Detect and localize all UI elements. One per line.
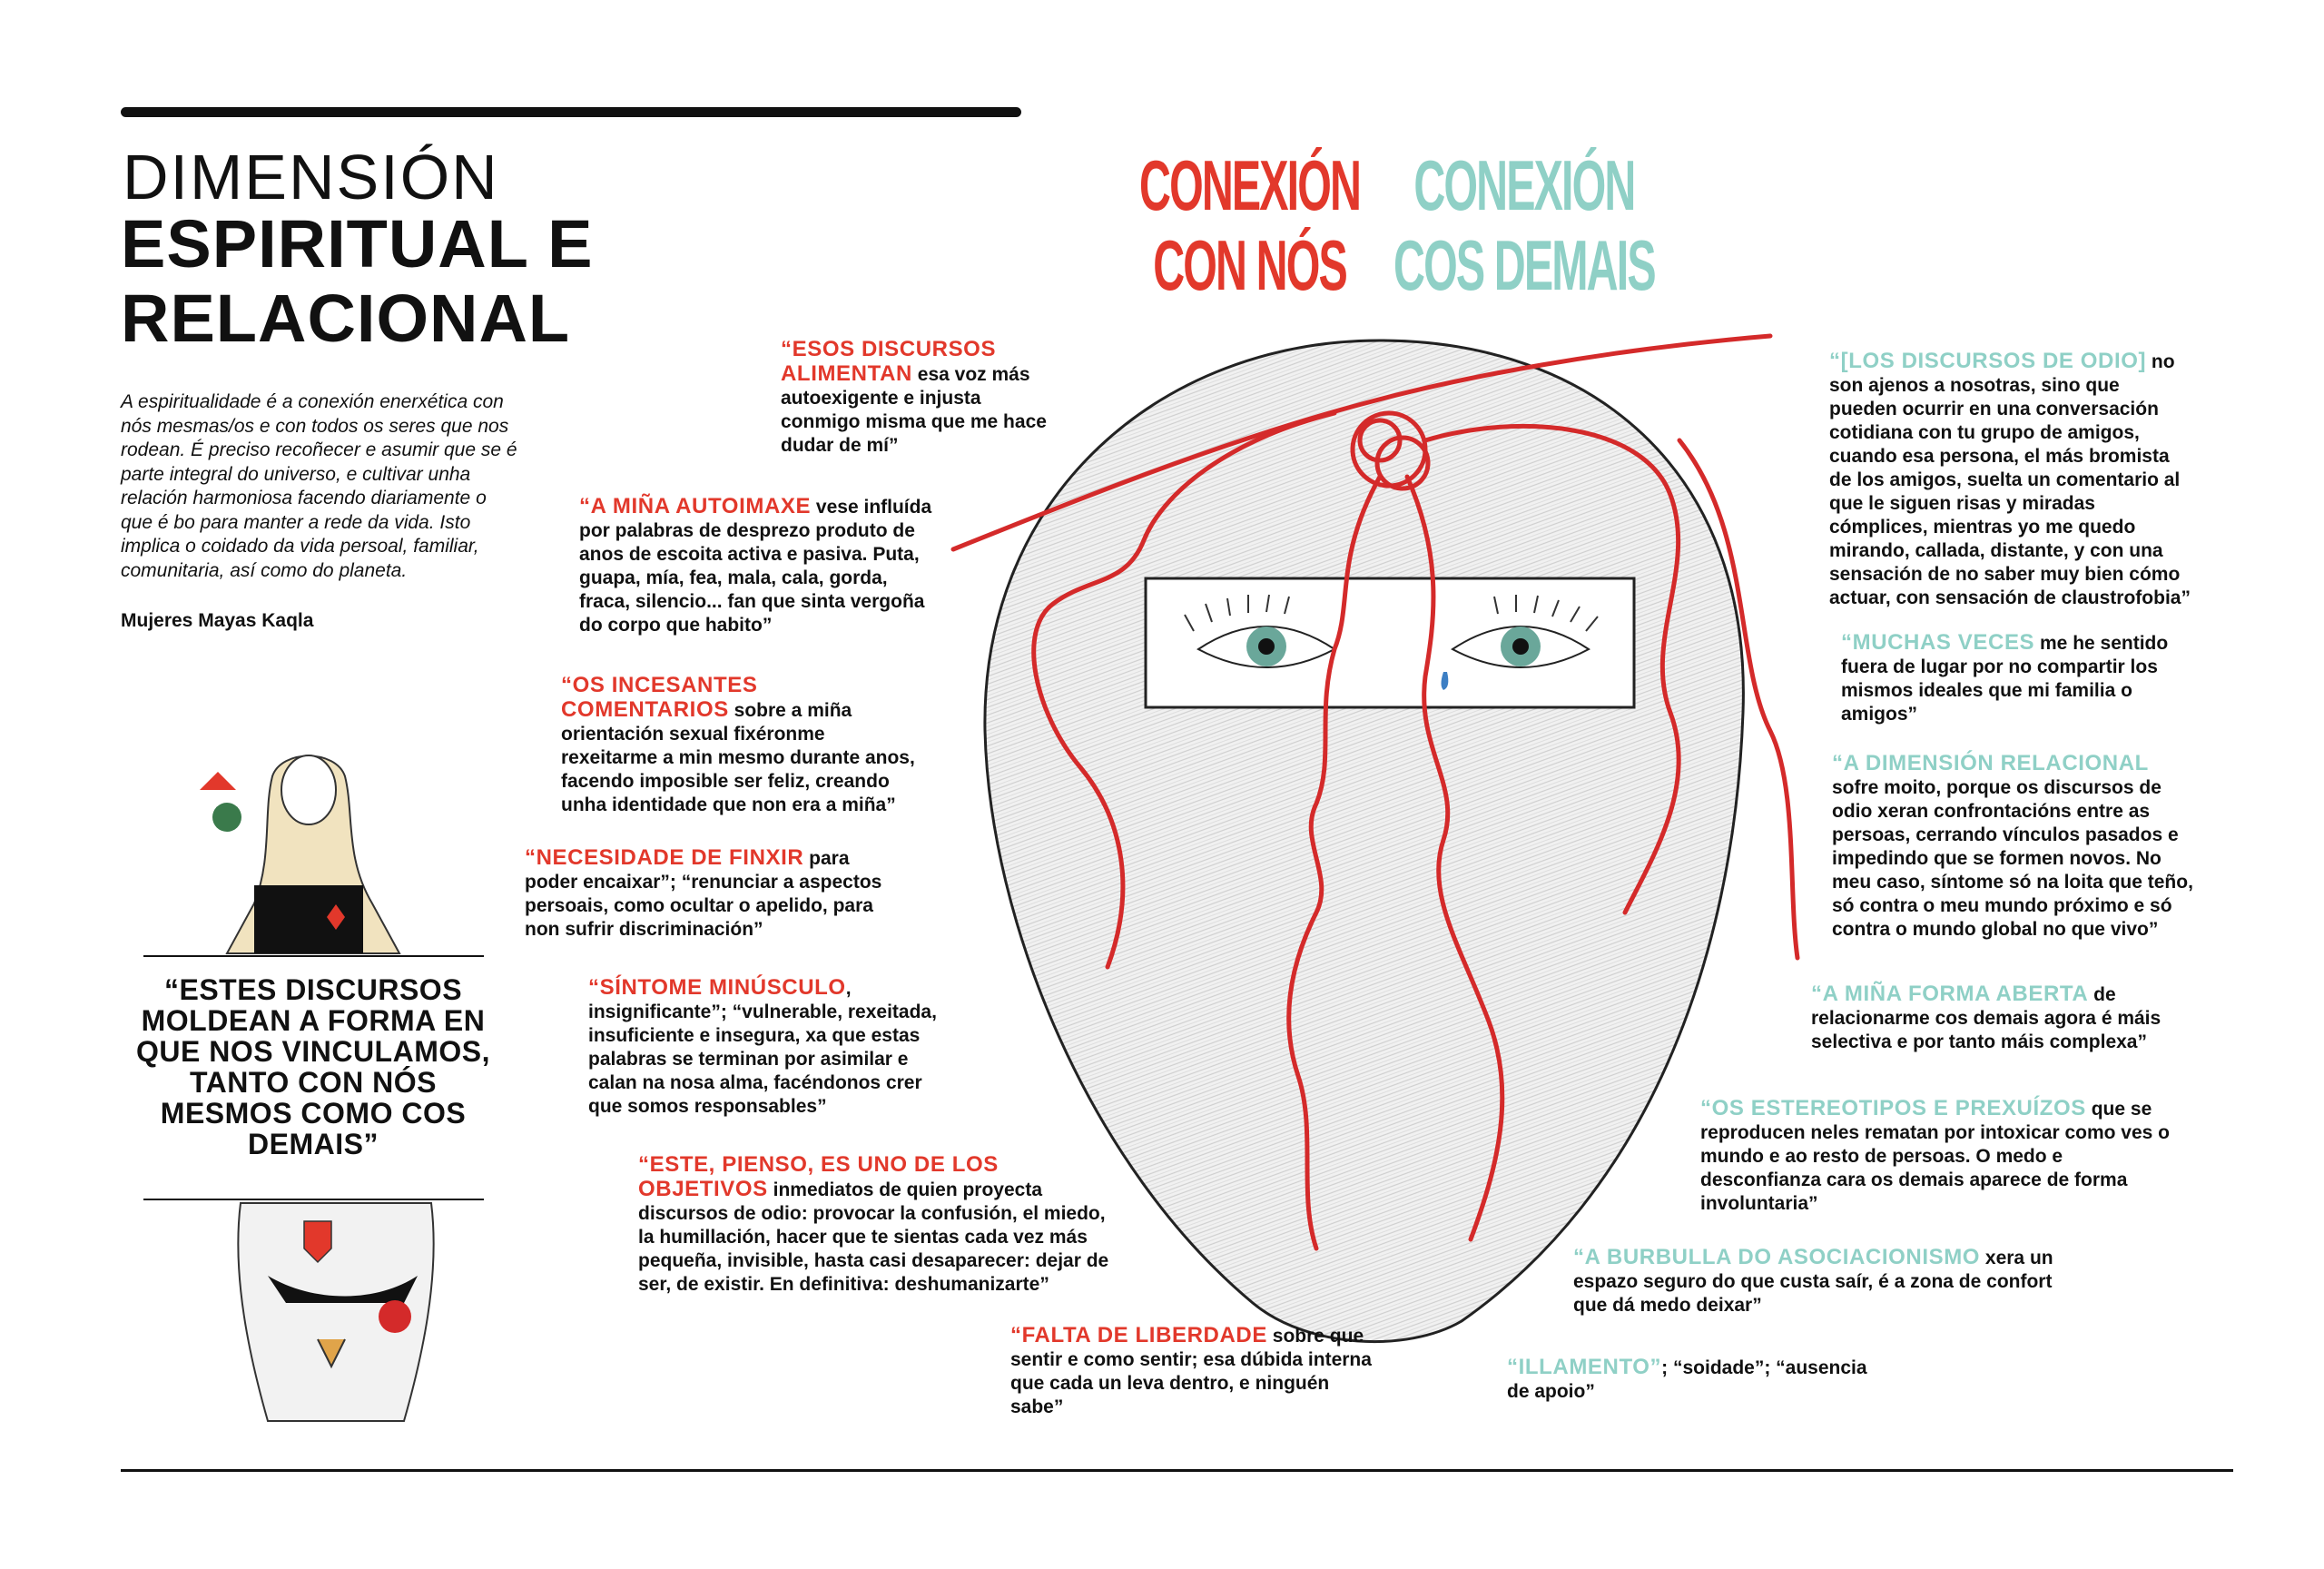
quote-right-3-text: sofre moito, porque os discursos de odio xeran confrontacións entre as persoas, cerrando vínculos pasados e impedindo que se formen novos. No meu caso, síntome só na loita que teño, só contra o meu mundo próximo e só contra o mundo global no que vivo” — [1832, 777, 2193, 940]
title-light: DIMENSIÓN — [123, 142, 499, 212]
quote-right-6-text: xera un espazo seguro do que custa saír, é a zona de confort que dá medo deixar” — [1573, 1248, 2053, 1316]
quote-left-2-lead: “A MIÑA AUTOIMAXE — [579, 494, 812, 518]
quote-right-2 — [1841, 631, 2204, 726]
quote-right-4-lead: “A MIÑA FORMA ABERTA — [1811, 982, 2089, 1006]
quote-right-2-lead: “MUCHAS VECES — [1841, 630, 2035, 655]
quote-left-1-lead: “ESOS DISCURSOS ALIMENTAN — [781, 337, 997, 386]
quote-left-3-text: sobre a miña orientación sexual fixéronme rexeitarme a min mesmo durante anos, facendo imposible ser feliz, creando unha identidade que non era a miña” — [561, 700, 915, 815]
quote-left-4-lead: “NECESIDADE DE FINXIR — [525, 845, 804, 870]
quote-left-2-text: vese influída por palabras de desprezo produto de anos de escoita activa e pasiva. Puta, guapa, mía, fea, mala, cala, gorda, fraca, silencio... fan que sinta vergoña do corpo que habito” — [579, 497, 932, 636]
quote-left-7-text: sobre que sentir e como sentir; esa dúbida interna que cada un leva dentro, e ninguén sabe” — [1010, 1326, 1372, 1417]
quote-right-1-text: no son ajenos a nosotras, sino que pueden ocurrir en una conversación cotidiana con tu grupo de amigos, cuando esa persona, el más bromista de los amigos, suelta un comentario al que le siguen risas y miradas cómplices, mientras yo me quedo mirando, callada, distante, y con una sensación de no saber muy bien cómo actuar, con sensación de claustrofobia” — [1829, 351, 2191, 608]
title-bold — [121, 206, 594, 360]
top-rule — [121, 107, 1021, 117]
heading-conexion-cos-demais — [1393, 145, 1655, 305]
quote-left-7-lead: “FALTA DE LIBERDADE — [1010, 1323, 1267, 1347]
quote-right-5-text: que se reproducen neles rematan por intoxicar como ves o mundo e ao resto de persoas. O medo e desconfianza cara os demais aparece de forma involuntaria” — [1700, 1099, 2170, 1214]
title-bold-line1: ESPIRITUAL E — [121, 206, 594, 281]
pullquote: “ESTES DISCURSOS MOLDEAN A FORMA EN QUE NOS VINCULAMOS, TANTO CON NÓS MESMOS COMO COS DEMAIS” — [136, 973, 490, 1160]
heading-left-line2: CON NÓS — [1153, 225, 1346, 305]
quote-left-7 — [1010, 1324, 1374, 1419]
quote-right-5 — [1700, 1097, 2181, 1216]
heading-right-line2: COS DEMAIS — [1393, 225, 1655, 305]
heading-conexion-con-nos — [1139, 145, 1360, 305]
quote-left-6-lead: “ESTE, PIENSO, ES UNO DE LOS OBJETIVOS — [638, 1152, 999, 1201]
quote-right-4-text: de relacionarme cos demais agora é máis selectiva e por tanto máis complexa” — [1811, 984, 2162, 1052]
intro-author: Mujeres Mayas Kaqla — [121, 610, 314, 631]
quote-left-1-text: esa voz más autoexigente e injusta conmigo misma que me hace dudar de mí” — [781, 364, 1047, 456]
quote-right-2-text: me he sentido fuera de lugar por no compartir los mismos ideales que mi familia o amigos” — [1841, 633, 2169, 725]
quote-right-7 — [1507, 1356, 1870, 1404]
quote-right-7-text: ; “soidade”; “ausencia de apoio” — [1507, 1357, 1867, 1402]
quote-right-3 — [1832, 752, 2195, 942]
pullquote-rule-bottom — [143, 1199, 484, 1200]
pullquote-rule-top — [143, 955, 484, 957]
quote-left-5-lead: “SÍNTOME MINÚSCULO — [588, 975, 846, 1000]
figure-bottom-illustration — [213, 1203, 458, 1421]
quote-right-6-lead: “A BURBULLA DO ASOCIACIONISMO — [1573, 1245, 1981, 1269]
quote-left-1 — [781, 338, 1062, 458]
quote-right-7-lead: “ILLAMENTO” — [1507, 1355, 1662, 1379]
quote-left-6 — [638, 1153, 1110, 1297]
quote-left-5 — [588, 976, 951, 1119]
figure-top-illustration — [191, 749, 445, 953]
quote-right-3-lead: “A DIMENSIÓN RELACIONAL — [1832, 751, 2149, 775]
quote-left-2 — [579, 495, 942, 637]
quote-right-5-lead: “OS ESTEREOTIPOS E PREXUÍZOS — [1700, 1096, 2086, 1120]
quote-right-1-lead: “[LOS DISCURSOS DE ODIO] — [1829, 349, 2147, 373]
quote-right-1 — [1829, 350, 2192, 610]
quote-left-4-text: para poder encaixar”; “renunciar a aspectos persoais, como ocultar o apelido, para non sufrir discriminación” — [525, 848, 882, 940]
quote-left-3 — [561, 674, 920, 817]
heading-right-line1: CONEXIÓN — [1413, 145, 1635, 225]
quote-right-4 — [1811, 982, 2183, 1054]
quote-left-4 — [525, 846, 897, 942]
quote-left-6-text: inmediatos de quien proyecta discursos de odio: provocar la confusión, el miedo, la humillación, hacer que te sientas cada vez más pequeña, invisible, hasta casi desaparecer: dejar de ser, de existir. En definitiva: deshumanizarte” — [638, 1179, 1109, 1295]
quote-right-6 — [1573, 1246, 2082, 1317]
bottom-rule — [121, 1469, 2233, 1472]
quote-left-3-lead: “OS INCESANTES COMENTARIOS — [561, 673, 758, 722]
quote-left-5-text: , insignificante”; “vulnerable, rexeitada, insuficiente e insegura, xa que estas palabras se terminan por asimilar e calan na nosa alma, facéndonos crer que somos responsables” — [588, 978, 937, 1117]
intro-text: A espiritualidade é a conexión enerxética con nós mesmas/os e con todos os seres que nos rodean. É preciso recoñecer e asumir que se é parte integral do universo, e cultivar unha relación harmoniosa facendo diariamente o que é bo para manter a rede da vida. Isto implica o coidado da vida persoal, familiar, comunitaria, así como do planeta. — [121, 391, 517, 581]
heading-left-line1: CONEXIÓN — [1139, 145, 1361, 225]
title-bold-line2: RELACIONAL — [121, 281, 571, 356]
